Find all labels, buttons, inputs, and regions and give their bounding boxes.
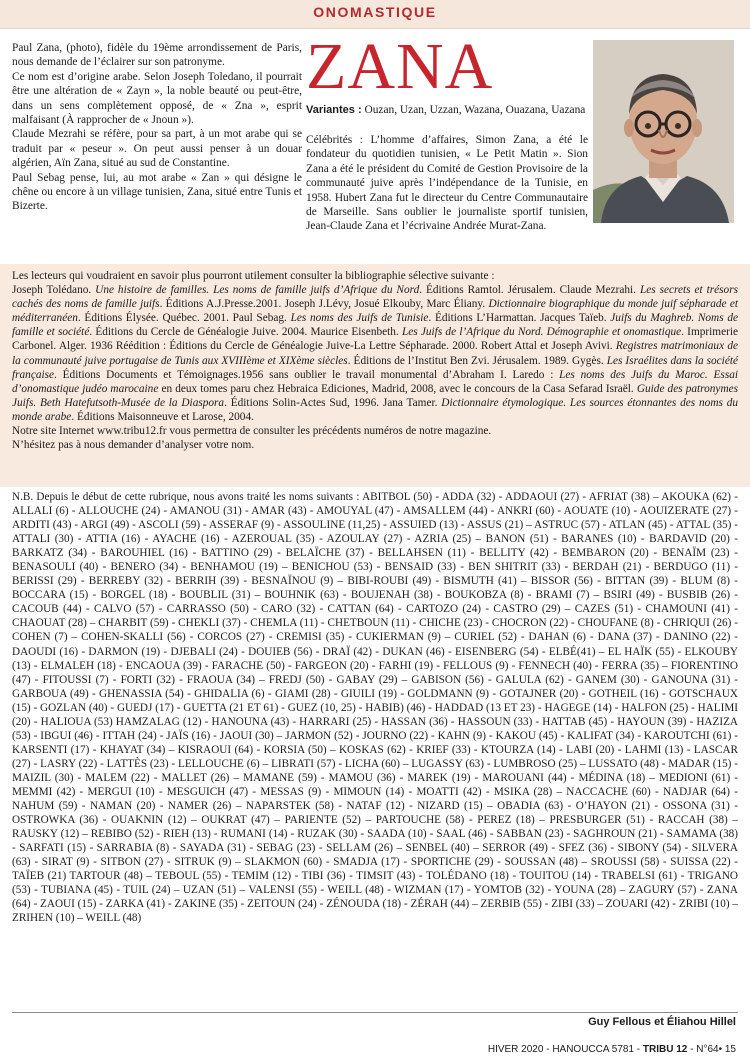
folio-prefix: HIVER 2020 - HANOUCCA 5781 - xyxy=(487,1044,643,1055)
reference-text: . Éditions du Cercle de Généalogie Juive. 2004. Maurice Eisenbeth. xyxy=(89,326,402,339)
intro-paragraph: Claude Mezrahi se réfère, pour sa part, à un mot arabe qui se traduit par « peseur ». On peut aussi penser à un douar algérien, Aïn Zana, situé au sud de Constantine. xyxy=(12,128,302,170)
reference-text: . Éditions Documents et Témoignages.1956 sans oublier le travail monumental d’Abraham I. Laredo : xyxy=(54,368,560,381)
reference-text: Joseph Tolédano. xyxy=(12,284,96,297)
section-label: ONOMASTIQUE xyxy=(313,4,437,20)
footer-divider xyxy=(12,1012,738,1013)
reference-title: Les noms des Juifs de Tunisie xyxy=(290,312,429,325)
variants-block xyxy=(306,103,588,117)
treated-names-list xyxy=(12,490,738,925)
request-note: N’hésitez pas à nous demander d’analyser votre nom. xyxy=(12,439,255,452)
reference-title: Juifs du Maghreb. Noms de famille et société xyxy=(12,312,738,339)
reference-title: Dictionnaire biographique du monde juif sépharade et méditerranéen xyxy=(12,298,739,325)
surname-title: ZANA xyxy=(306,30,494,103)
reference-title: Les noms des Juifs du Maroc. Essai d’onomastique judéo marocaine xyxy=(12,368,739,395)
bibliography-box xyxy=(0,264,750,487)
bibliography-intro: Les lecteurs qui voudraient en savoir plus pourront utilement consulter la bibliographie sélective suivante : xyxy=(12,270,495,282)
portrait-illustration xyxy=(593,40,734,223)
reference-title: Les secrets et trésors cachés des noms de famille juifs xyxy=(12,284,739,311)
bibliography-text xyxy=(12,269,738,452)
folio-magazine: TRIBU 12 xyxy=(642,1044,688,1055)
reference-text: . Éditions Maisonneuve et Larose, 2004. xyxy=(71,410,254,423)
authors-signature: Guy Fellous et Éliahou Hillel xyxy=(588,1016,736,1028)
intro-paragraph: Ce nom est d’origine arabe. Selon Joseph Toledano, il pourrait être une altération de « Zayn », la noble beauté ou peut-être, dans un sens complètement opposé, de « Zna », esprit malfaisant (À rapprocher de « Jnoun »). xyxy=(12,70,302,127)
reference-text: . Éditions de l’Institut Ben Zvi. Jérusalem. 1989. Gygès. xyxy=(347,354,607,367)
variants-label: Variantes : xyxy=(306,104,362,116)
reference-title: Dictionnaire étymologique. Les sources étonnantes des noms du monde arabe xyxy=(12,396,738,423)
names-paragraph: N.B. Depuis le début de cette rubrique, nous avons traité les noms suivants : ABITBOL (50) - ADDA (32) - ADDAOUI (27) - AFRIAT (38) – AKOUKA (62) - ALLALI (6) - ALLOUCHE (24) - AMANOU (31) - AMAR (43) - AMOUYAL (47) - AMSALLEM (44) - ANKRI (60) - AOUATE (10) - AOUIZERATE (27) - ARDITI (43) - ARGI (49) - ASCOLI (59) - ASSERAF (9) - ASSOULINE (11,25) - ASSUIED (13) - ASSUS (21) – ASTRUC (57) - ATLAN (45) - ATTAL (35) - ATTALI (30) - ATTIA (16) - AYACHE (16) - AZEROUAL (35) - AZOULAY (27) - AZRIA (25) – BANON (51) - BARANES (10) - BARDAVID (20) - BARKATZ (34) - BAROUHIEL (16) - BATTINO (29) - BELAÏCHE (37) - BELLAHSEN (11) - BELLITY (42) - BEMBARON (20) - BENAÏM (23) - BENASOULI (40) - BENERO (34) - BENHAMOU (19) – BENICHOU (53) - BENSAID (33) - BEN SHITRIT (33) - BERDAH (21) - BERDUGO (11) - BERISSI (29) - BERREBY (32) - BERRIH (39) - BESNAÏNOU (9) – BIBI-ROUBI (49) - BISMUTH (41) – BISSOR (56) - BITTAN (39) - BLUM (8) - BOCCARA (15) - BORGEL (18) - BOUBLIL (31) – BOUHNIK (63) - BOUJENAH (38) - BOUKOBZA (8) - BRAMI (7) – BSIRI (49) - BUSBIB (26) - CACOUB (44) - CALVO (57) - CARRASSO (50) - CARO (32) - CATTAN (64) - CARTOZO (24) - CASTRO (29) – CAZES (51) - CHAMOUNI (41) - CHAOUAT (28) – CHARBIT (59) - CHEKLI (37) - CHEMLA (11) - CHETBOUN (11) - CHICHE (23) - CHOCRON (22) - CHOUFANE (8) - CHRIQUI (26) - COHEN (7) – COHEN-SKALLI (56) - CORCOS (27) - CREMISI (35) - CUKIERMAN (9) – CURIEL (52) - DAHAN (6) - DANA (37) - DANINO (22) - DAOUDI (16) - DARMON (19) - DJEBALI (24) - DOUIEB (56) - DRAÏ (42) - DUKAN (46) - EISENBERG (54) - ELBÉ(41) – EL HAÏK (55) - ELKOUBY (13) - ELMALEH (18) - ENCAOUA (39) - FARACHE (50) - FARGEON (20) - FARHI (19) - FELLOUS (9) - FENNECH (40) - FERRA (35) – FIORENTINO (47) - FITOUSSI (7) - FORTI (32) - FRAOUA (34) – FREDJ (50) - GABAY (29) – GABISON (56) - GALULA (62) - GANEM (30) - GANOUNA (31) - GARBOUA (49) - GHENASSIA (54) - GHIDALIA (6) - GIAMI (28) - GIUILI (19) - GOLDMANN (9) - GOTAJNER (20) - GOTHEIL (16) - GOTSCHAUX (15) - GOZLAN (40) - GUEDJ (17) - GUETTA (21 ET 61) - GUEZ (10, 25) - HABIB) (46) - HADDAD (13 ET 23) - HAGEGE (14) - HALFON (25) - HALIMI (20) - HALIOUA (53) HAMZALAG (12) - HANOUNA (43) - HARRARI (25) - HASSAN (36) - HASSOUN (33) - HATTAB (45) - HAYOUN (39) - HAZIZA (53) - IBGUI (46) - ITTAH (24) - JAÏS (16) - JAOUI (30) – JARMON (52) - JOURNO (22) - KAHN (9) - KAKOU (45) - KALIFAT (34) - KAROUTCHI (61) - KARSENTI (17) - KHAYAT (34) – KISRAOUI (64) - KORSIA (50) – KOSKAS (62) - KRIEF (33) - KTOURZA (14) - LABI (20) - LAHMI (13) - LASCAR (27) - LASRY (22) - LATTÈS (23) - LELLOUCHE (6) – LIBRATI (57) - LICHA (60) – LUGASSY (63) - LUMBROSO (25) – LUSSATO (48) - MADAR (15) - MAIZIL (30) - MALEM (22) - MALLET (26) – MAMANE (59) - MAMOU (36) - MAREK (19) - MAROUANI (44) - MÉDINA (18) – MEDIONI (61) - MEMMI (42) - MERGUI (10) - MESGUICH (47) - MESSAS (9) - MIMOUN (14) - MOATTI (42) - MSIKA (28) – NACCACHE (60) - NADJAR (64) - NAHUM (59) - NAMAN (20) - NAMER (26) – NAPARSTEK (58) - NATAF (12) - NIZARD (15) – OBADIA (63) - O’HAYON (21) - OSSONA (31) - OSTROWKA (36) - OUAKNIN (12) – OUKRAT (47) – PARIENTE (52) – PARTOUCHE (58) - PEREZ (18) – PRESBURGER (51) - RACCAH (38) – RAUSKY (12) – REBIBO (52) - RIEH (13) - RUMANI (14) - RUZAK (30) - SAADA (10) - SAAL (46) - SABBAN (23) - SAGHROUN (21) - SAMAMA (38) - SARFATI (15) - SARRABIA (8) - SAYADA (31) - SEBAG (23) - SELLAM (26) – SENBEL (40) – SERROR (49) - SFEZ (36) - SIBONY (54) - SILVERA (63) - SIRAT (9) - SITBON (27) - SITRUK (9) – SLAKMON (60) - SMADJA (17) - SPORTICHE (29) - SOUSSAN (48) – SROUSSI (58) - SUISSA (22) - TAÏEB (21) TARTOUR (48) – TEBOUL (55) - TEMIM (12) - TIBI (36) - TIMSIT (43) - TOLÉDANO (18) - TOUITOU (14) - TRABELSI (61) - TRIGANO (53) - TUBIANA (45) - TUIL (24) – UZAN (51) – VALENSI (55) - WEILL (48) - WIZMAN (17) - YOMTOB (32) - YOUNA (28) – ZAGURY (57) - ZANA (64) - ZAOUI (15) - ZARKA (41) - ZAKINE (35) - ZEITOUN (24) - ZÉNOUDA (18) - ZÉRAH (44) – ZERBIB (55) - ZIBI (33) – ZOUARI (42) - ZRIBI (10) – ZRIHEN (10) – WEILL (48) xyxy=(12,491,738,925)
intro-paragraph: Paul Zana, (photo), fidèle du 19ème arrondissement de Paris, nous demande de l’éclairer sur son patronyme. xyxy=(12,42,302,69)
reference-text: . Éditions Ramtol. Jérusalem. Claude Mezrahi. xyxy=(419,284,640,297)
reference-text: . Éditions A.J.Presse.2001. Joseph J.Lévy, Josué Elkouby, Marc Éliany. xyxy=(159,298,489,311)
intro-column xyxy=(12,41,302,214)
bibliography-references xyxy=(12,283,738,424)
reference-text: . Imprimerie Carbonel. Alger. 1936 Réédition : Éditions du Cercle de Généalogie Juive-La Lettre Sépharade. 2000. Robert Attal et Joseph Avivi. xyxy=(12,326,738,353)
reference-text: . Éditions L’Harmattan. Jacques Taïeb. xyxy=(428,312,611,325)
portrait-photo xyxy=(593,40,734,223)
reference-text: en deux tomes paru chez Hebraica Ediciones, Madrid, 2008, avec le concours de la Casa Sefarad Israël. xyxy=(158,382,637,395)
page-folio xyxy=(488,1044,736,1055)
reference-text: . Éditions Solin-Actes Sud, 1996. Jana Tamer. xyxy=(224,396,442,409)
variants-text: Ouzan, Uzan, Uzzan, Wazana, Ouazana, Uazana xyxy=(361,104,586,116)
reference-title: Les Israélites dans la société française xyxy=(12,354,738,381)
intro-paragraph: Paul Sebag pense, lui, au mot arabe « Zan » qui désigne le chêne ou encore à un village tunisien, Zana, situé entre Tunis et Bizerte. xyxy=(12,171,302,213)
reference-title: Les Juifs de l’Afrique du Nord. Démographie et onomastique xyxy=(401,326,682,339)
reference-title: Registres matrimoniaux de la communauté juive portugaise de Tunis aux XVIIIème et XIXème siècles xyxy=(12,340,739,367)
reference-text: . Éditions Élysée. Québec. 2001. Paul Sebag. xyxy=(77,312,291,325)
website-note: Notre site Internet www.tribu12.fr vous permettra de consulter les précédents numéros de notre magazine. xyxy=(12,425,492,438)
reference-title: Guide des patronymes Juifs. Beth Hatefutsoth-Musée de la Diaspora xyxy=(12,382,739,409)
reference-title: Une histoire de familles. Les noms de famille juifs d’Afrique du Nord xyxy=(95,284,420,297)
celebrities-text: Célébrités : L’homme d’affaires, Simon Zana, a été le fondateur du quotidien tunisien, « Le Petit Matin ». Sion Zana a été le président du Comité de Gestion Provisoire de la communauté juive après l’indépendance de la Tunisie, en 1958. Hubert Zana fut le directeur du Centre Communautaire de Marseille. Sans oublier le journaliste sportif tunisien, Jean-Claude Zana et l’écrivaine Andrée Murat-Zana. xyxy=(306,134,588,233)
folio-suffix: - N°64• 15 xyxy=(687,1044,736,1055)
